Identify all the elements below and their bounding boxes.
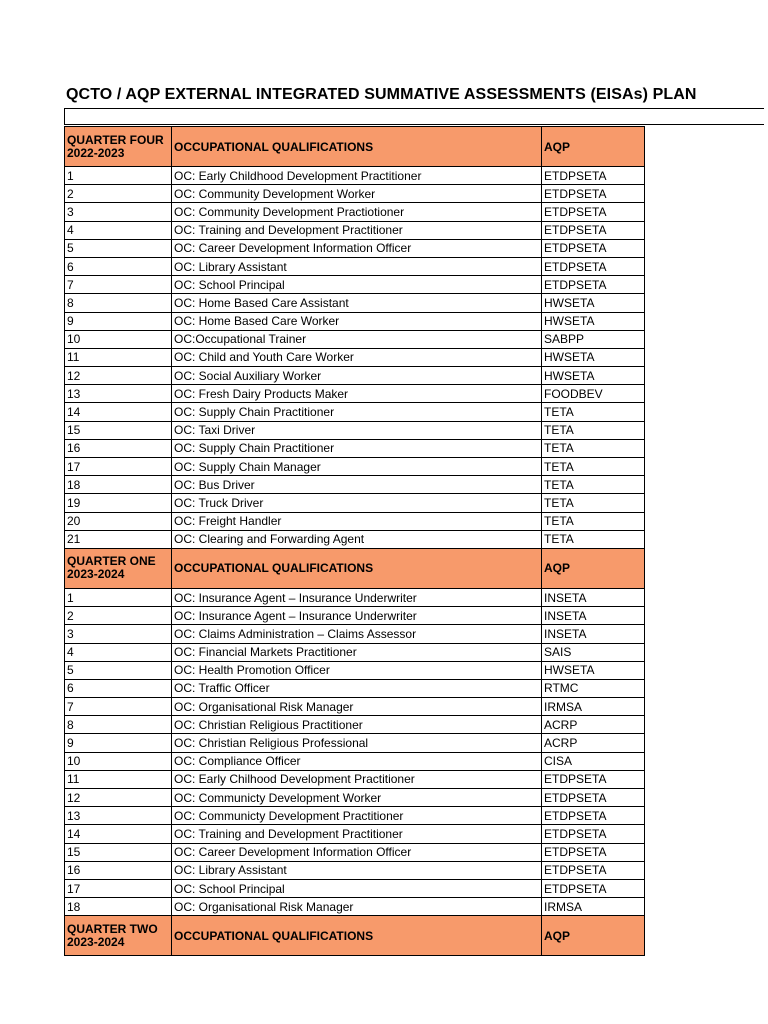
aqp-body: ACRP xyxy=(542,716,645,734)
row-number: 15 xyxy=(65,421,172,439)
aqp-header: AQP xyxy=(542,127,645,167)
table-row xyxy=(65,476,645,494)
table-row xyxy=(65,185,645,203)
qualification-name: OC: Community Development Practiotioner xyxy=(172,203,542,221)
qualification-name: OC:Occupational Trainer xyxy=(172,330,542,348)
table-row xyxy=(65,588,645,606)
table-row xyxy=(65,734,645,752)
table-row xyxy=(65,221,645,239)
aqp-body: TETA xyxy=(542,403,645,421)
aqp-body: INSETA xyxy=(542,625,645,643)
qualification-name: OC: Insurance Agent – Insurance Underwriter xyxy=(172,588,542,606)
aqp-body: ACRP xyxy=(542,734,645,752)
qualification-name: OC: Child and Youth Care Worker xyxy=(172,348,542,366)
qualification-name: OC: Christian Religious Practitioner xyxy=(172,716,542,734)
table-row xyxy=(65,843,645,861)
row-number: 9 xyxy=(65,312,172,330)
table-row xyxy=(65,625,645,643)
aqp-body: CISA xyxy=(542,752,645,770)
qualification-name: OC: Claims Administration – Claims Assessor xyxy=(172,625,542,643)
table-row xyxy=(65,403,645,421)
row-number: 20 xyxy=(65,512,172,530)
aqp-body: ETDPSETA xyxy=(542,221,645,239)
row-number: 12 xyxy=(65,789,172,807)
row-number: 16 xyxy=(65,439,172,457)
quarter-label xyxy=(65,916,172,956)
aqp-body: FOODBEV xyxy=(542,385,645,403)
table-row xyxy=(65,239,645,257)
title-cell-border xyxy=(64,108,764,125)
aqp-body: TETA xyxy=(542,476,645,494)
qualification-name: OC: Supply Chain Manager xyxy=(172,458,542,476)
row-number: 4 xyxy=(65,643,172,661)
row-number: 10 xyxy=(65,330,172,348)
quarter-name: QUARTER TWO xyxy=(67,921,158,936)
qualification-name: OC: Communicty Development Worker xyxy=(172,789,542,807)
aqp-body: TETA xyxy=(542,530,645,548)
qualification-name: OC: Early Childhood Development Practitioner xyxy=(172,167,542,185)
row-number: 8 xyxy=(65,294,172,312)
qualification-name: OC: Bus Driver xyxy=(172,476,542,494)
aqp-body: ETDPSETA xyxy=(542,879,645,897)
quarter-year: 2023-2024 xyxy=(67,934,125,949)
aqp-body: HWSETA xyxy=(542,294,645,312)
qualification-name: OC: Library Assistant xyxy=(172,861,542,879)
row-number: 1 xyxy=(65,167,172,185)
aqp-body: IRMSA xyxy=(542,898,645,916)
row-number: 1 xyxy=(65,588,172,606)
aqp-body: TETA xyxy=(542,439,645,457)
row-number: 18 xyxy=(65,898,172,916)
row-number: 2 xyxy=(65,185,172,203)
qualification-name: OC: Career Development Information Officer xyxy=(172,843,542,861)
row-number: 19 xyxy=(65,494,172,512)
aqp-body: RTMC xyxy=(542,679,645,697)
row-number: 2 xyxy=(65,607,172,625)
qualification-name: OC: Taxi Driver xyxy=(172,421,542,439)
quarter-name: QUARTER FOUR xyxy=(67,132,164,147)
table-row xyxy=(65,752,645,770)
row-number: 7 xyxy=(65,698,172,716)
aqp-body: HWSETA xyxy=(542,367,645,385)
row-number: 4 xyxy=(65,221,172,239)
aqp-header: AQP xyxy=(542,916,645,956)
qualification-name: OC: Home Based Care Worker xyxy=(172,312,542,330)
table-row xyxy=(65,607,645,625)
aqp-body: INSETA xyxy=(542,588,645,606)
qualification-name: OC: Truck Driver xyxy=(172,494,542,512)
qualification-name: OC: Organisational Risk Manager xyxy=(172,698,542,716)
quarter-header-row xyxy=(65,127,645,167)
qualification-name: OC: Freight Handler xyxy=(172,512,542,530)
plan-table-body xyxy=(65,127,645,956)
row-number: 5 xyxy=(65,661,172,679)
qualification-name: OC: School Principal xyxy=(172,276,542,294)
aqp-body: HWSETA xyxy=(542,661,645,679)
table-row xyxy=(65,421,645,439)
aqp-body: TETA xyxy=(542,458,645,476)
aqp-body: IRMSA xyxy=(542,698,645,716)
row-number: 17 xyxy=(65,879,172,897)
qualification-name: OC: Early Chilhood Development Practitioner xyxy=(172,770,542,788)
qualification-name: OC: Financial Markets Practitioner xyxy=(172,643,542,661)
row-number: 14 xyxy=(65,403,172,421)
aqp-body: SABPP xyxy=(542,330,645,348)
table-row xyxy=(65,276,645,294)
aqp-body: INSETA xyxy=(542,607,645,625)
row-number: 6 xyxy=(65,679,172,697)
table-row xyxy=(65,348,645,366)
table-row xyxy=(65,898,645,916)
aqp-header: AQP xyxy=(542,548,645,588)
row-number: 16 xyxy=(65,861,172,879)
table-row xyxy=(65,661,645,679)
qualifications-header: OCCUPATIONAL QUALIFICATIONS xyxy=(172,127,542,167)
qualification-name: OC: Traffic Officer xyxy=(172,679,542,697)
qualifications-header: OCCUPATIONAL QUALIFICATIONS xyxy=(172,916,542,956)
table-row xyxy=(65,203,645,221)
qualification-name: OC: Organisational Risk Manager xyxy=(172,898,542,916)
aqp-body: ETDPSETA xyxy=(542,861,645,879)
row-number: 8 xyxy=(65,716,172,734)
table-row xyxy=(65,367,645,385)
qualification-name: OC: Insurance Agent – Insurance Underwriter xyxy=(172,607,542,625)
aqp-body: ETDPSETA xyxy=(542,167,645,185)
table-row xyxy=(65,879,645,897)
row-number: 6 xyxy=(65,257,172,275)
aqp-body: ETDPSETA xyxy=(542,239,645,257)
qualification-name: OC: Clearing and Forwarding Agent xyxy=(172,530,542,548)
qualifications-header: OCCUPATIONAL QUALIFICATIONS xyxy=(172,548,542,588)
quarter-year: 2022-2023 xyxy=(67,145,125,160)
aqp-body: ETDPSETA xyxy=(542,276,645,294)
qualification-name: OC: Training and Development Practitioner xyxy=(172,221,542,239)
aqp-body: ETDPSETA xyxy=(542,203,645,221)
table-row xyxy=(65,770,645,788)
aqp-body: ETDPSETA xyxy=(542,807,645,825)
qualification-name: OC: Communicty Development Practitioner xyxy=(172,807,542,825)
row-number: 5 xyxy=(65,239,172,257)
aqp-body: HWSETA xyxy=(542,348,645,366)
document-title: QCTO / AQP EXTERNAL INTEGRATED SUMMATIVE ASSESSMENTS (EISAs) PLAN xyxy=(66,86,697,103)
table-row xyxy=(65,825,645,843)
table-row xyxy=(65,716,645,734)
table-row xyxy=(65,530,645,548)
qualification-name: OC: Library Assistant xyxy=(172,257,542,275)
table-row xyxy=(65,385,645,403)
quarter-header-row xyxy=(65,916,645,956)
qualification-name: OC: Community Development Worker xyxy=(172,185,542,203)
table-row xyxy=(65,458,645,476)
table-row xyxy=(65,330,645,348)
row-number: 11 xyxy=(65,348,172,366)
aqp-body: ETDPSETA xyxy=(542,843,645,861)
qualification-name: OC: Career Development Information Officer xyxy=(172,239,542,257)
table-row xyxy=(65,861,645,879)
table-row xyxy=(65,167,645,185)
table-row xyxy=(65,679,645,697)
quarter-year: 2023-2024 xyxy=(67,567,125,582)
row-number: 7 xyxy=(65,276,172,294)
aqp-body: ETDPSETA xyxy=(542,789,645,807)
row-number: 18 xyxy=(65,476,172,494)
table-row xyxy=(65,698,645,716)
row-number: 3 xyxy=(65,203,172,221)
quarter-label xyxy=(65,548,172,588)
qualification-name: OC: Supply Chain Practitioner xyxy=(172,439,542,457)
qualification-name: OC: Compliance Officer xyxy=(172,752,542,770)
table-row xyxy=(65,439,645,457)
row-number: 10 xyxy=(65,752,172,770)
qualification-name: OC: Home Based Care Assistant xyxy=(172,294,542,312)
aqp-body: ETDPSETA xyxy=(542,825,645,843)
aqp-body: TETA xyxy=(542,512,645,530)
row-number: 15 xyxy=(65,843,172,861)
qualification-name: OC: School Principal xyxy=(172,879,542,897)
row-number: 17 xyxy=(65,458,172,476)
table-row xyxy=(65,312,645,330)
row-number: 11 xyxy=(65,770,172,788)
qualification-name: OC: Supply Chain Practitioner xyxy=(172,403,542,421)
row-number: 14 xyxy=(65,825,172,843)
table-row xyxy=(65,789,645,807)
aqp-body: ETDPSETA xyxy=(542,257,645,275)
aqp-body: TETA xyxy=(542,494,645,512)
aqp-body: TETA xyxy=(542,421,645,439)
quarter-name: QUARTER ONE xyxy=(67,554,156,569)
quarter-label xyxy=(65,127,172,167)
qualification-name: OC: Christian Religious Professional xyxy=(172,734,542,752)
quarter-header-row xyxy=(65,548,645,588)
row-number: 12 xyxy=(65,367,172,385)
aqp-body: ETDPSETA xyxy=(542,770,645,788)
table-row xyxy=(65,807,645,825)
eisa-plan-table xyxy=(64,126,645,956)
row-number: 9 xyxy=(65,734,172,752)
qualification-name: OC: Fresh Dairy Products Maker xyxy=(172,385,542,403)
table-row xyxy=(65,494,645,512)
row-number: 21 xyxy=(65,530,172,548)
qualification-name: OC: Health Promotion Officer xyxy=(172,661,542,679)
row-number: 13 xyxy=(65,807,172,825)
aqp-body: ETDPSETA xyxy=(542,185,645,203)
table-row xyxy=(65,643,645,661)
qualification-name: OC: Training and Development Practitioner xyxy=(172,825,542,843)
row-number: 13 xyxy=(65,385,172,403)
table-row xyxy=(65,257,645,275)
aqp-body: SAIS xyxy=(542,643,645,661)
table-row xyxy=(65,294,645,312)
qualification-name: OC: Social Auxiliary Worker xyxy=(172,367,542,385)
table-row xyxy=(65,512,645,530)
row-number: 3 xyxy=(65,625,172,643)
aqp-body: HWSETA xyxy=(542,312,645,330)
